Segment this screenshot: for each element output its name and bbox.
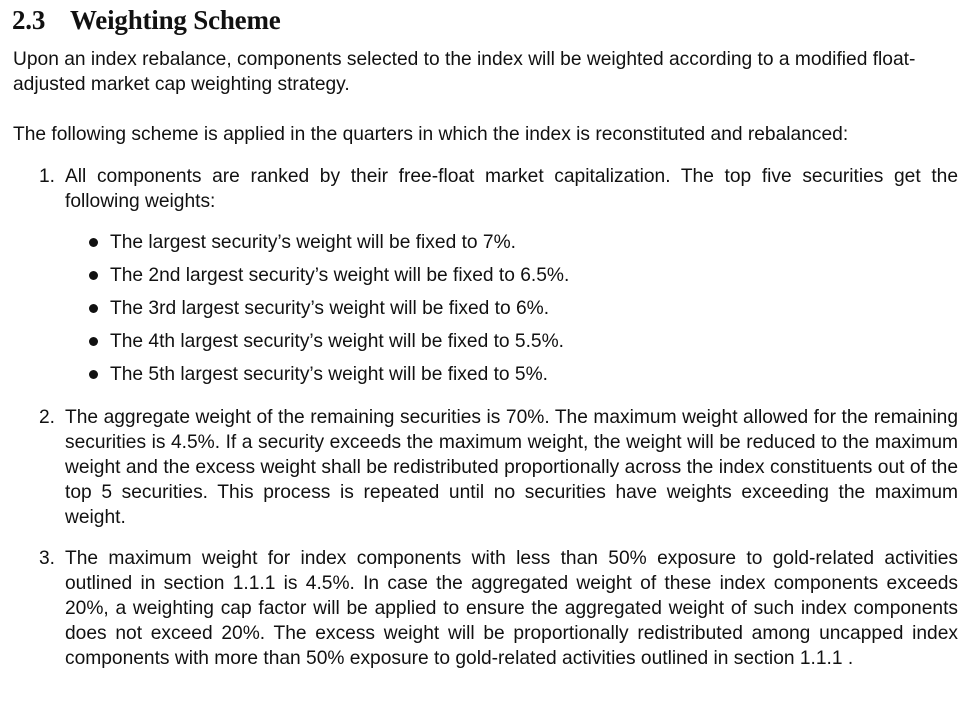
step-item-1: [39, 164, 958, 214]
bullet-text-1: The largest security’s weight will be fixed to 7%.: [110, 232, 516, 253]
bullet-text-4: The 4th largest security’s weight will be fixed to 5.5%.: [110, 331, 564, 352]
weight-bullet-list: [110, 230, 810, 395]
section-title: Weighting Scheme: [70, 5, 281, 35]
bullet-icon: [89, 370, 98, 379]
bullet-text-2: The 2nd largest security’s weight will be fixed to 6.5%.: [110, 265, 570, 286]
intro-paragraph: Upon an index rebalance, components selected to the index will be weighted according to a modified float-adjusted market cap weighting strategy.: [13, 49, 916, 95]
step-marker-2: 2.: [39, 407, 56, 428]
bullet-text-5: The 5th largest security’s weight will be fixed to 5%.: [110, 364, 548, 385]
step-marker-1: 1.: [39, 166, 56, 187]
step-item-3: [39, 546, 958, 671]
step-text-1: All components are ranked by their free-float market capitalization. The top five securities get the following weights:: [65, 166, 958, 212]
bullet-item-4: [110, 329, 810, 362]
section-number: 2.3: [12, 5, 46, 35]
bullet-item-5: [110, 362, 810, 395]
step-marker-3: 3.: [39, 548, 56, 569]
step-text-3: The maximum weight for index components with less than 50% exposure to gold-related activities outlined in section 1.1.1 is 4.5%. In case the aggregated weight of these index components exceeds 20%, a weighting cap factor will be applied to ensure the aggregated weight of such index components does not exceed 20%. The excess weight will be proportionally redistributed among uncapped index components with more than 50% exposure to gold-related activities outlined in section 1.1.1 .: [65, 548, 958, 669]
bullet-item-1: [110, 230, 810, 263]
step-item-2: [39, 405, 958, 530]
step-text-2: The aggregate weight of the remaining securities is 70%. The maximum weight allowed for the remaining securities is 4.5%. If a security exceeds the maximum weight, the weight will be reduced to the maximum weight and the excess weight shall be redistributed proportionally across the index constituents out of the top 5 securities. This process is repeated until no securities have weights exceeding the maximum weight.: [65, 407, 958, 528]
bullet-icon: [89, 304, 98, 313]
bullet-item-3: [110, 296, 810, 329]
section-heading: [12, 2, 281, 38]
bullet-icon: [89, 337, 98, 346]
bullet-icon: [89, 238, 98, 247]
bullet-text-3: The 3rd largest security’s weight will be fixed to 6%.: [110, 298, 550, 319]
bullet-icon: [89, 271, 98, 280]
scheme-intro-paragraph: The following scheme is applied in the quarters in which the index is reconstituted and rebalanced:: [13, 124, 849, 145]
bullet-item-2: [110, 263, 810, 296]
